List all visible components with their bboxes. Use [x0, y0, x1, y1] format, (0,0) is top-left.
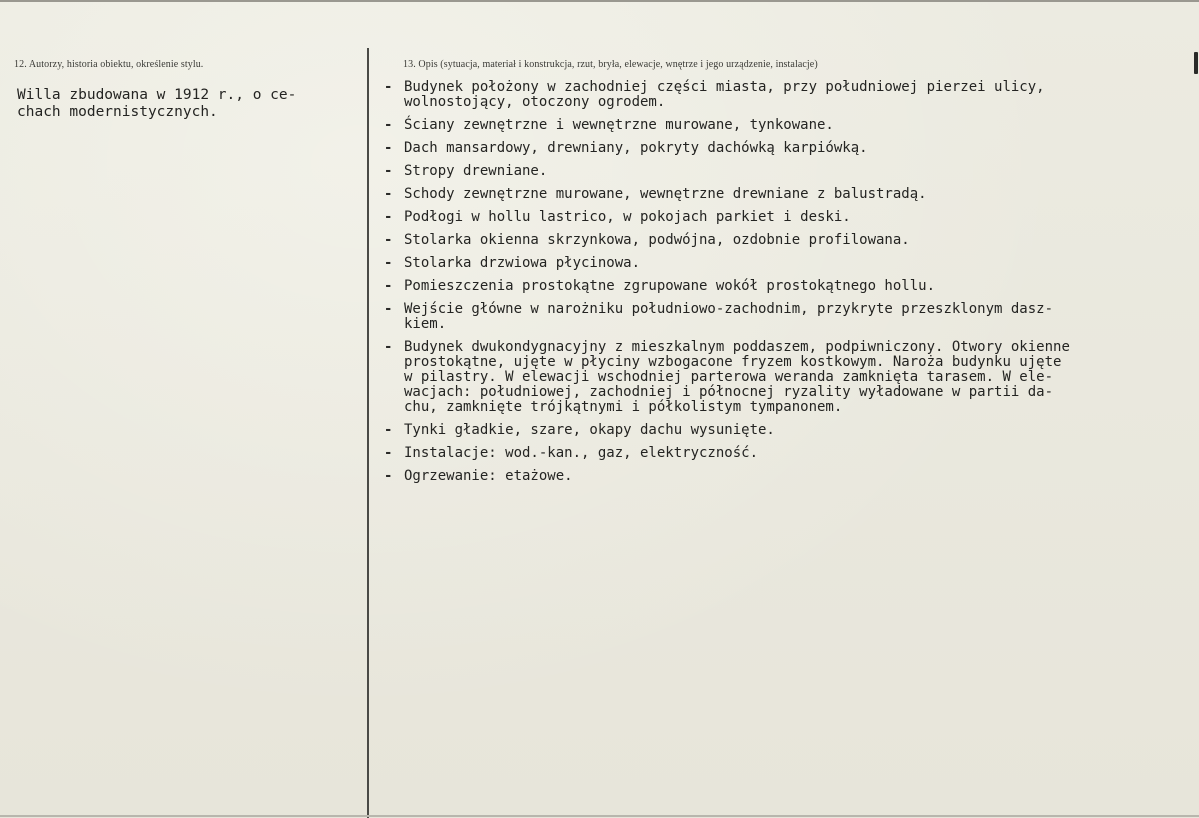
list-item [384, 233, 1179, 248]
list-item-text: Instalacje: wod.-kan., gaz, elektryczność. [404, 445, 759, 461]
list-item-text: Stropy drewniane. [404, 163, 548, 179]
list-item [384, 80, 1179, 110]
list-item-text: Ściany zewnętrzne i wewnętrzne murowane, tynkowane. [404, 117, 834, 133]
list-item-text: Tynki gładkie, szare, okapy dachu wysunięte. [404, 422, 775, 438]
bullet-dash: - [384, 232, 393, 248]
list-item-text: Schody zewnętrzne murowane, wewnętrzne drewniane z balustradą. [404, 186, 927, 202]
list-item-text: Wejście główne w narożniku południowo-zachodnim, przykryte przeszklonym dasz- kiem. [404, 301, 1054, 332]
list-item [384, 423, 1179, 438]
list-item [384, 340, 1179, 415]
list-item [384, 256, 1179, 271]
binder-edge-mark [1194, 52, 1198, 74]
bullet-dash: - [384, 255, 393, 271]
section-12-header: 12. Autorzy, historia obiektu, określenie stylu. [14, 59, 204, 70]
list-item-text: Dach mansardowy, drewniany, pokryty dachówką karpiówką. [404, 140, 868, 156]
section-13-header: 13. Opis (sytuacja, materiał i konstrukcja, rzut, bryła, elewacje, wnętrze i jego urządzenie, instalacje) [403, 59, 818, 70]
bullet-dash: - [384, 209, 393, 225]
top-border-line [0, 0, 1199, 2]
list-item [384, 187, 1179, 202]
bullet-dash: - [384, 339, 393, 355]
list-item-text: Stolarka okienna skrzynkowa, podwójna, ozdobnie profilowana. [404, 232, 910, 248]
bullet-dash: - [384, 163, 393, 179]
list-item-text: Podłogi w hollu lastrico, w pokojach parkiet i deski. [404, 209, 851, 225]
bullet-dash: - [384, 79, 393, 95]
list-item-text: Budynek położony w zachodniej części miasta, przy południowej pierzei ulicy, wolnostojący, otoczony ogrodem. [404, 79, 1045, 110]
list-item [384, 164, 1179, 179]
column-divider [367, 48, 369, 818]
list-item [384, 302, 1179, 332]
list-item-text: Ogrzewanie: etażowe. [404, 468, 573, 484]
list-item [384, 279, 1179, 294]
list-item-text: Budynek dwukondygnacyjny z mieszkalnym poddaszem, podpiwniczony. Otwory okienne prostokątne, ujęte w płyciny wzbogacone fryzem kostkowym. Naroża budynku ujęte w pilastry. W elewacji wschodniej parterowa weranda zamknięta tarasem. W ele- wacjach: południowej, zachodniej i północnej ryzality wyładowane w partii da- chu, zamknięte trójkątnymi i półkolistym tympanonem. [404, 339, 1070, 415]
bullet-dash: - [384, 278, 393, 294]
list-item-text: Pomieszczenia prostokątne zgrupowane wokół prostokątnego hollu. [404, 278, 936, 294]
list-item [384, 118, 1179, 133]
list-item [384, 141, 1179, 156]
authors-history-style-text: Willa zbudowana w 1912 r., o ce- chach modernistycznych. [17, 87, 297, 120]
description-list [384, 80, 1179, 492]
list-item [384, 210, 1179, 225]
list-item [384, 469, 1179, 484]
list-item [384, 446, 1179, 461]
list-item-text: Stolarka drzwiowa płycinowa. [404, 255, 641, 271]
bullet-dash: - [384, 468, 393, 484]
bullet-dash: - [384, 186, 393, 202]
bullet-dash: - [384, 422, 393, 438]
bullet-dash: - [384, 140, 393, 156]
bottom-border-line [0, 815, 1199, 817]
bullet-dash: - [384, 301, 393, 317]
bullet-dash: - [384, 117, 393, 133]
bullet-dash: - [384, 445, 393, 461]
